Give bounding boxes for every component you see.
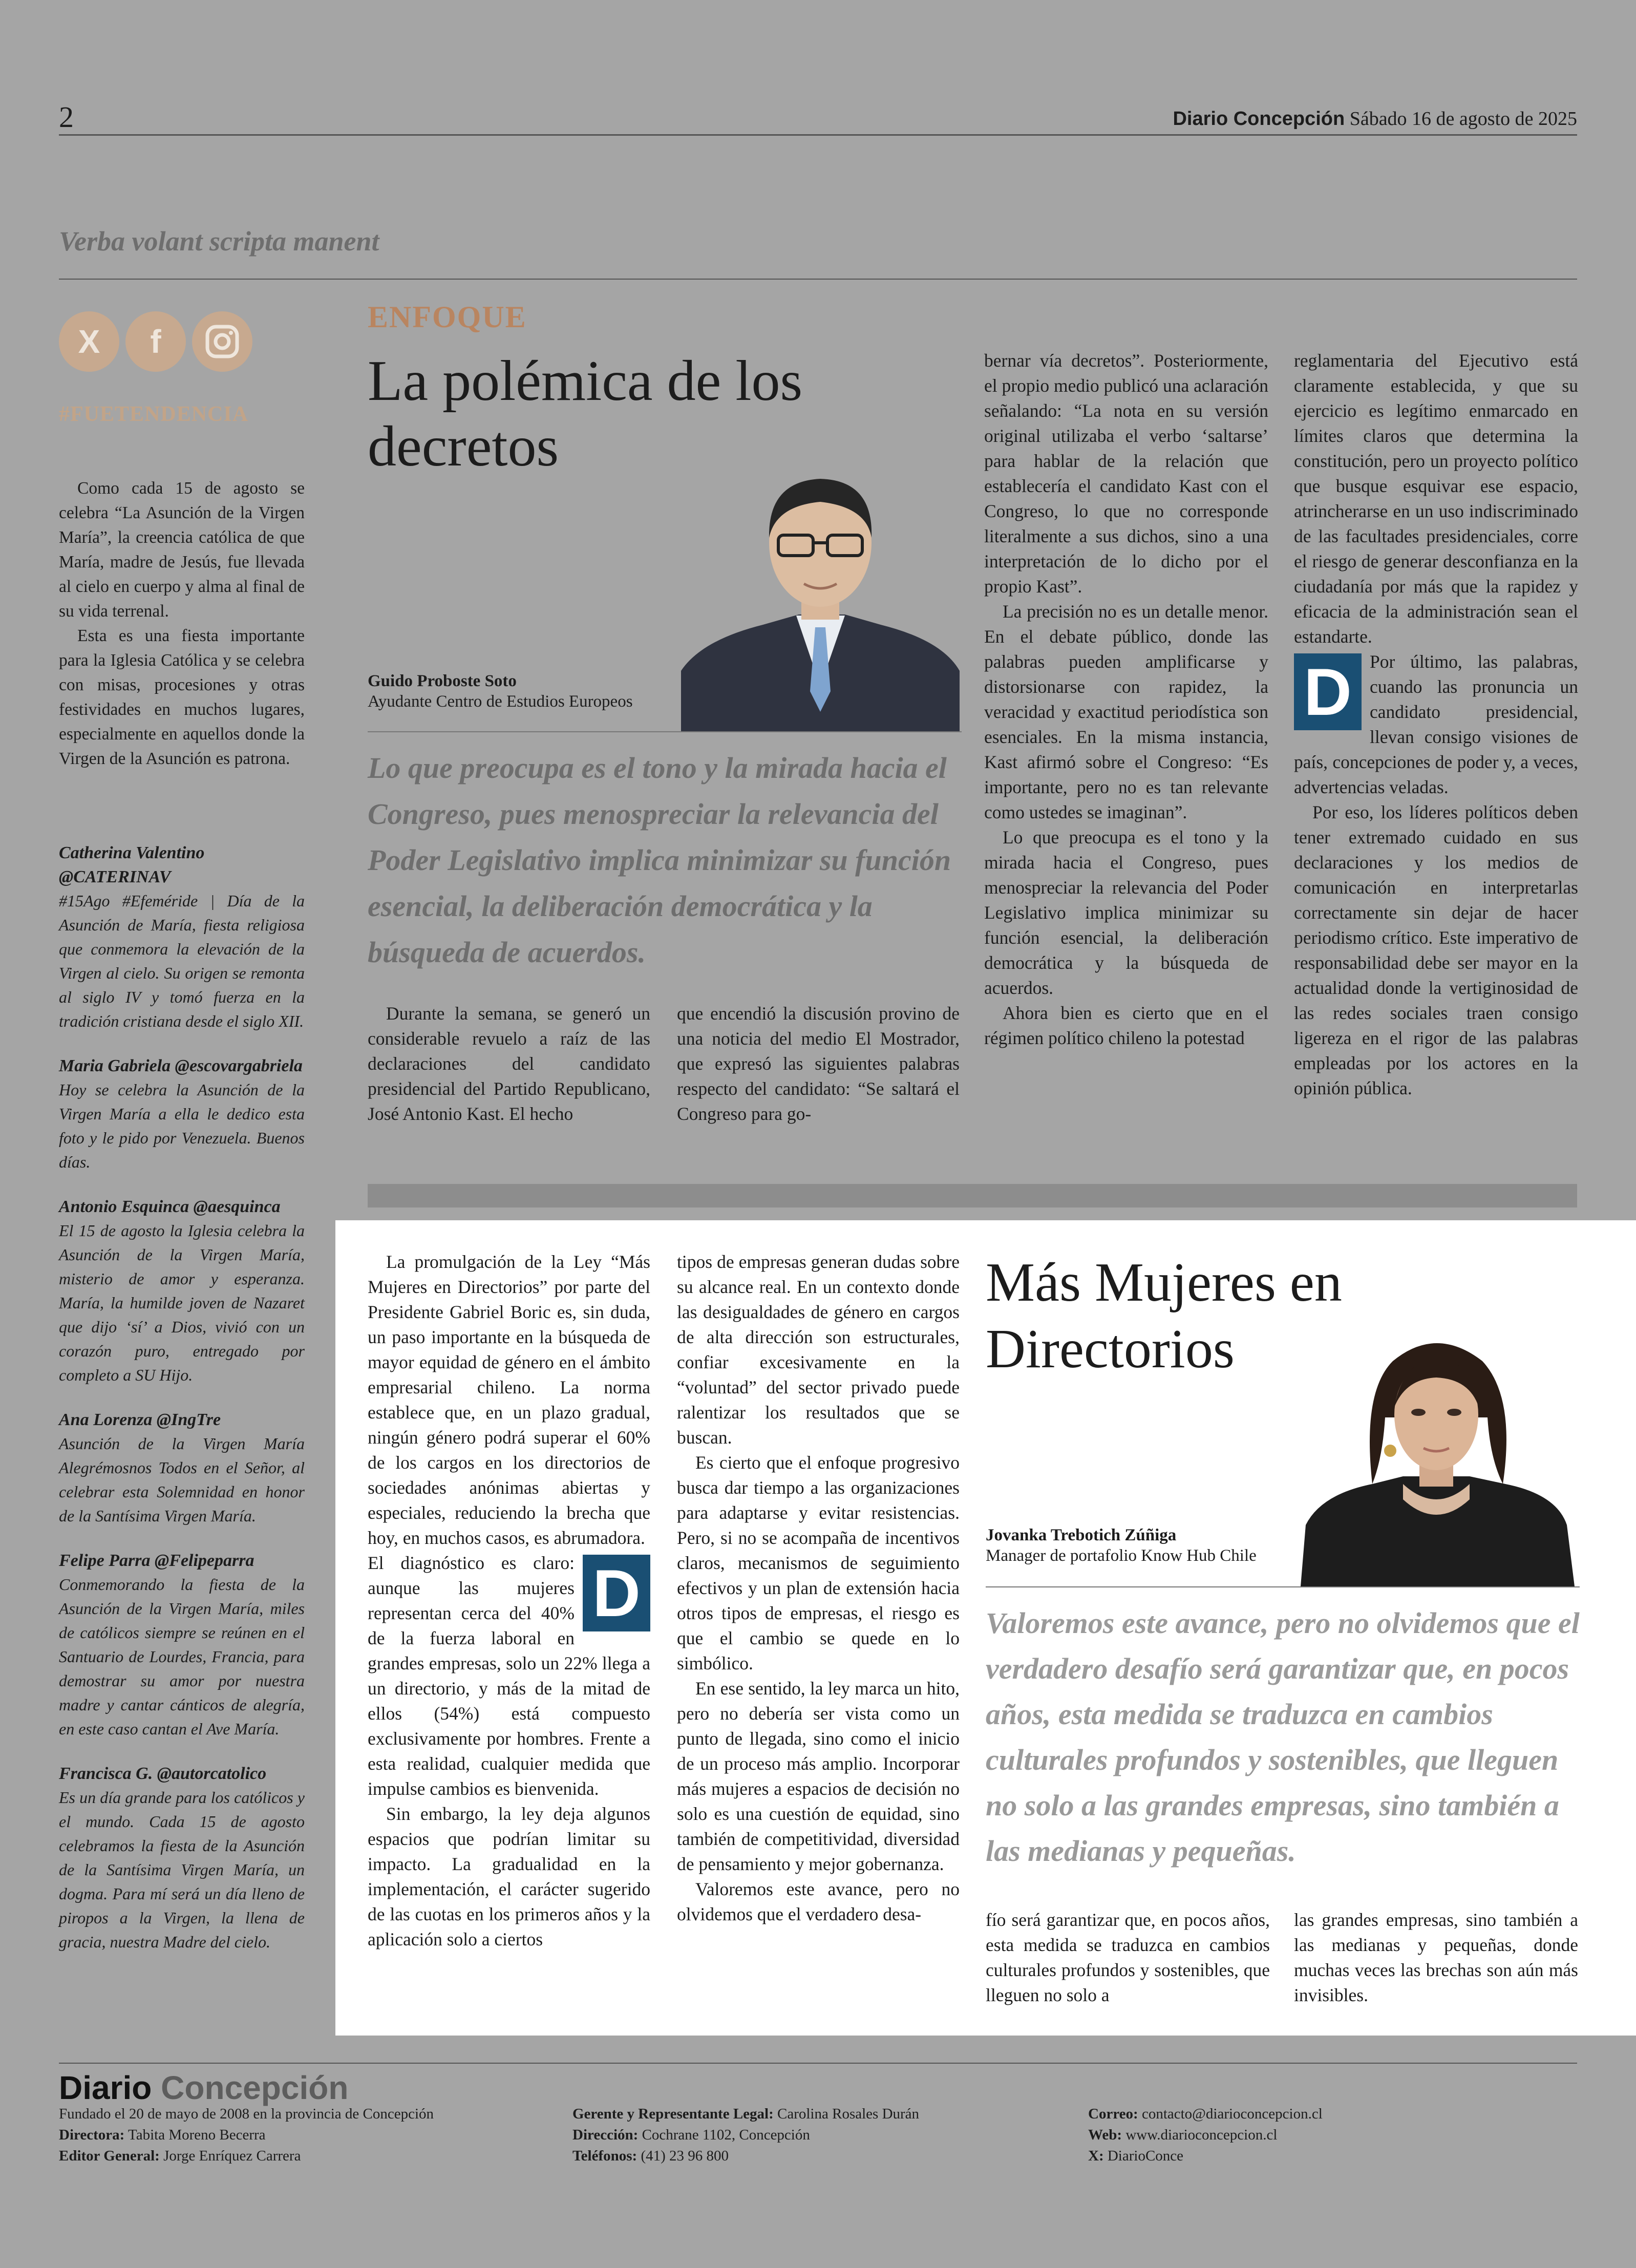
tweet-text: Es un día grande para los católicos y el mundo. Cada 15 de agosto celebramos la fiesta de la Asunción de la Santísima Virgen María, un dogma. Para mí será un día lleno de piropos a la Virgen, la llena de gracia, nuestra Madre del cielo. — [59, 1788, 305, 1951]
tweet-text: Conmemorando la fiesta de la Asunción de la Virgen María, miles de católicos siempre se reúnen en el Santuario de Lourdes, Francia, para demostrar su amor por nuestra madre y cantar cánticos de alegría, en este caso cantan el Ave María. — [59, 1575, 305, 1738]
pull-quote: Valoremos este avance, pero no olvidemos que el verdadero desafío será garantizar que, en pocos años, esta medida se traduzca en cambios culturales profundos y sostenibles, que lleguen no solo a las grandes empresas, sino también a las medianas y pequeñas. — [986, 1606, 1580, 1868]
motto: Verba volant scripta manent — [59, 226, 379, 257]
footer-line: Editor General: Jorge Enríquez Carrera — [59, 2148, 301, 2164]
footer-column — [1088, 2104, 1323, 2167]
page-header — [1173, 108, 1577, 130]
author-name: Guido Proboste Soto — [368, 672, 517, 690]
paragraph: las grandes empresas, sino también a las medianas y pequeñas, donde muchas veces las brechas son aún más invisibles. — [1294, 1910, 1578, 2005]
author-byline — [986, 1525, 1257, 1566]
web-link[interactable]: www.diarioconcepcion.cl — [1125, 2127, 1278, 2143]
tweet-text: Hoy se celebra la Asunción de la Virgen María a ella le dedico esta foto y le pido por Venezuela. Buenos días. — [59, 1080, 305, 1171]
motto-rule — [59, 279, 1577, 280]
paragraph: Lo que preocupa es el tono y la mirada hacia el Congreso, pues menospreciar la relevancia del Poder Legislativo implica minimizar su función esencial, la deliberación democrática y la búsqueda de acuerdos. — [984, 827, 1268, 998]
tweet-text: #15Ago #Efeméride | Día de la Asunción de María, fiesta religiosa que conmemora la elevación de la Virgen al cielo. Su origen se remonta al siglo IV y tomó fuerza en la tradición cristiana desde el siglo XII. — [59, 892, 305, 1030]
intro-paragraph: Esta es una fiesta importante para la Iglesia Católica y se celebra con misas, procesiones y otras festividades en muchos lugares, especialmente en aquellos donde la Virgen de la Asunción es patrona. — [59, 626, 305, 768]
article-column — [1294, 348, 1578, 1101]
byline-rule — [368, 731, 962, 732]
tweet-user: Francisca G. @autorcatolico — [59, 1764, 267, 1783]
paragraph: Valoremos este avance, pero no olvidemos que el verdadero desa- — [677, 1879, 960, 1924]
footer-logo — [59, 2069, 348, 2107]
tweet — [59, 1195, 305, 1387]
footer-line: Teléfonos: (41) 23 96 800 — [572, 2148, 729, 2164]
drop-cap: D — [1294, 653, 1362, 730]
tweet — [59, 841, 305, 1033]
article-column — [368, 1001, 650, 1127]
logo-word: Concepción — [161, 2069, 349, 2106]
tweet-user: Catherina Valentino @CATERINAV — [59, 843, 205, 886]
article-column — [677, 1001, 960, 1127]
tweet-text: El 15 de agosto la Iglesia celebra la Asunción de la Virgen María, misterio de amor y esperanza. María, la humilde joven de Nazaret que dijo ‘sí’ a Dios, vivió con un corazón puro, entregado por completo a SU Hijo. — [59, 1221, 305, 1384]
author-photo — [1301, 1330, 1575, 1586]
article-column — [677, 1249, 960, 1927]
byline-rule — [986, 1586, 1580, 1587]
author-role: Manager de portafolio Know Hub Chile — [986, 1546, 1257, 1565]
article-column — [986, 1907, 1270, 2008]
footer-line: X: DiarioConce — [1088, 2148, 1184, 2164]
paragraph: tipos de empresas generan dudas sobre su alcance real. En un contexto donde las desigualdades de género en cargos de alta dirección son estructurales, confiar excesivamente en la “voluntad” del sector privado puede ralentizar los resultados que se buscan. — [677, 1252, 960, 1448]
section-divider — [368, 1184, 1577, 1207]
paragraph — [368, 1551, 650, 1801]
tweet-list — [59, 841, 305, 1975]
footer-line: Correo: contacto@diarioconcepcion.cl — [1088, 2106, 1323, 2122]
author-role: Ayudante Centro de Estudios Europeos — [368, 692, 633, 711]
author-name: Jovanka Trebotich Zúñiga — [986, 1526, 1177, 1544]
paragraph: La precisión no es un detalle menor. En el debate público, donde las palabras pueden amplificarse y distorsionarse con rapidez, la veracidad y exactitud periodística son esenciales. En la misma instancia, Kast afirmó sobre el Congreso: “Es importante, pero no es tan relevante como ustedes se imaginan”. — [984, 601, 1268, 822]
paragraph: Durante la semana, se generó un considerable revuelo a raíz de las declaraciones del candidato presidencial del Partido Republicano, José Antonio Kast. El hecho — [368, 1003, 650, 1124]
facebook-icon: f — [125, 311, 186, 372]
paragraph: que encendió la discusión provino de una noticia del medio El Mostrador, que expresó las siguientes palabras respecto del candidato: “Se saltará el Congreso para go- — [677, 1003, 960, 1124]
author-photo — [681, 451, 960, 731]
tweet-user: Maria Gabriela @escovargabriela — [59, 1056, 303, 1075]
hashtag: #FUETENDENCIA — [59, 402, 249, 426]
paragraph: La promulgación de la Ley “Más Mujeres en Directorios” por parte del Presidente Gabriel Boric es, sin duda, un paso importante en la búsqueda de mayor equidad de género en el ámbito empresarial chileno. La norma establece que, en un plazo gradual, ningún género podrá superar el 60% de los cargos en los directorios de sociedades anónimas abiertas y especiales, reduciendo la brecha que hoy, en muchos casos, es abrumadora. — [368, 1252, 650, 1548]
paragraph — [1294, 649, 1578, 800]
header-rule — [59, 134, 1577, 136]
x-icon: X — [59, 311, 119, 372]
footer-column — [59, 2104, 434, 2167]
footer-rule — [59, 2063, 1577, 2064]
social-icons — [59, 311, 252, 372]
paragraph-text: El diagnóstico es claro: aunque las mujeres representan cerca del 40% de la fuerza laboral en grandes empresas, solo un 22% llega a un directorio, y más de la mitad de ellos (54%) está compuesto exclusivamente por hombres. Frente a esta realidad, cualquier medida que impulse cambios es bienvenida. — [368, 1553, 650, 1799]
article-column — [984, 348, 1268, 1051]
paper-name: Diario Concepción — [1173, 108, 1345, 130]
article-column — [368, 1249, 650, 1952]
social-intro — [59, 476, 305, 771]
tweet — [59, 1549, 305, 1741]
tweet-text: Asunción de la Virgen María Alegrémosnos Todos en el Señor, al celebrar esta Solemnidad en honor de la Santísima Virgen María. — [59, 1434, 305, 1525]
paragraph: Sin embargo, la ley deja algunos espacios que podrían limitar su impacto. La gradualidad en la implementación, el carácter sugerido de las cuotas en los primeros años y la aplicación solo a ciertos — [368, 1804, 650, 1949]
tweet — [59, 1762, 305, 1954]
intro-paragraph: Como cada 15 de agosto se celebra “La Asunción de la Virgen María”, la creencia católica de que María, madre de Jesús, fue llevada al cielo en cuerpo y alma al final de su vida terrenal. — [59, 479, 305, 621]
tweet-user: Felipe Parra @Felipeparra — [59, 1551, 254, 1570]
author-byline — [368, 671, 633, 712]
footer-line: Dirección: Cochrane 1102, Concepción — [572, 2127, 810, 2143]
email-link[interactable]: contacto@diarioconcepcion.cl — [1141, 2106, 1323, 2122]
tweet — [59, 1408, 305, 1528]
footer-column — [572, 2104, 919, 2167]
paragraph: reglamentaria del Ejecutivo está claramente establecida, y que su ejercicio es legítimo enmarcado en límites claros que determina la constitución, pero un proyecto político que busque esquivar ese espacio, atrincherarse en un uso indiscriminado de las facultades presidenciales, corre el riesgo de generar desconfianza en la ciudadanía por más que la rapidez y eficacia de la administración sean el estandarte. — [1294, 350, 1578, 647]
paragraph: Ahora bien es cierto que en el régimen político chileno la potestad — [984, 1003, 1268, 1048]
paragraph: fío será garantizar que, en pocos años, esta medida se traduzca en cambios culturales profundos y sostenibles, que lleguen no solo a — [986, 1910, 1270, 2005]
footer-line: Fundado el 20 de mayo de 2008 en la provincia de Concepción — [59, 2106, 434, 2122]
article-kicker: ENFOQUE — [368, 300, 527, 334]
article-title: La polémica de los decretos — [368, 349, 803, 478]
logo-word: Diario — [59, 2069, 152, 2106]
article-title: Más Mujeres en Directorios — [986, 1252, 1342, 1380]
instagram-icon — [192, 311, 252, 372]
pull-quote: Lo que preocupa es el tono y la mirada hacia el Congreso, pues menospreciar la relevancia del Poder Legislativo implica minimizar su función esencial, la deliberación democrática y la búsqueda de acuerdos. — [368, 751, 951, 969]
footer-line: Gerente y Representante Legal: Carolina Rosales Durán — [572, 2106, 920, 2122]
paragraph: Es cierto que el enfoque progresivo busca dar tiempo a las organizaciones para adaptarse y evitar resistencias. Pero, si no se acompaña de incentivos claros, mecanismos de seguimiento efectivos y un plan de extensión hacia otros tipos de empresas, el riesgo es que el cambio se quede en lo simbólico. — [677, 1452, 960, 1673]
paragraph: Por eso, los líderes políticos deben tener extremado cuidado en sus declaraciones y los medios de comunicación en interpretarlas correctamente sin dejar de hacer periodismo crítico. Este imperativo de responsabilidad debe ser mayor en la actualidad donde la vertiginosidad de las redes sociales traen consigo ligereza en el rigor de las palabras empleadas por los actores en la opinión pública. — [1294, 802, 1578, 1098]
tweet-user: Antonio Esquinca @aesquinca — [59, 1197, 281, 1216]
paragraph: En ese sentido, la ley marca un hito, pero no debería ser vista como un punto de llegada, sino como el inicio de un proceso más amplio. Incorporar más mujeres a espacios de decisión no solo es una cuestión de equidad, sino también de competitividad, diversidad de pensamiento y mejor gobernanza. — [677, 1678, 960, 1874]
drop-cap: D — [583, 1555, 650, 1631]
page-number: 2 — [59, 100, 74, 134]
article-column — [1294, 1907, 1578, 2008]
issue-date: Sábado 16 de agosto de 2025 — [1349, 108, 1577, 130]
footer-line: Directora: Tabita Moreno Becerra — [59, 2127, 266, 2143]
x-handle: DiarioConce — [1107, 2148, 1184, 2164]
paragraph-text: Por último, las palabras, cuando las pronuncia un candidato presidencial, llevan consigo visiones de país, concepciones de poder y, a veces, advertencias veladas. — [1294, 651, 1578, 797]
footer-line: Web: www.diarioconcepcion.cl — [1088, 2127, 1278, 2143]
tweet-user: Ana Lorenza @IngTre — [59, 1410, 221, 1429]
tweet — [59, 1054, 305, 1174]
paragraph: bernar vía decretos”. Posteriormente, el propio medio publicó una aclaración señalando: “La nota en su versión original utilizaba el verbo ‘saltarse’ para hablar de la relación que establecería el candidato Kast con el Congreso, lo que no corresponde literalmente a sus dichos, sino a una interpretación de lo dicho por el propio Kast”. — [984, 350, 1268, 597]
